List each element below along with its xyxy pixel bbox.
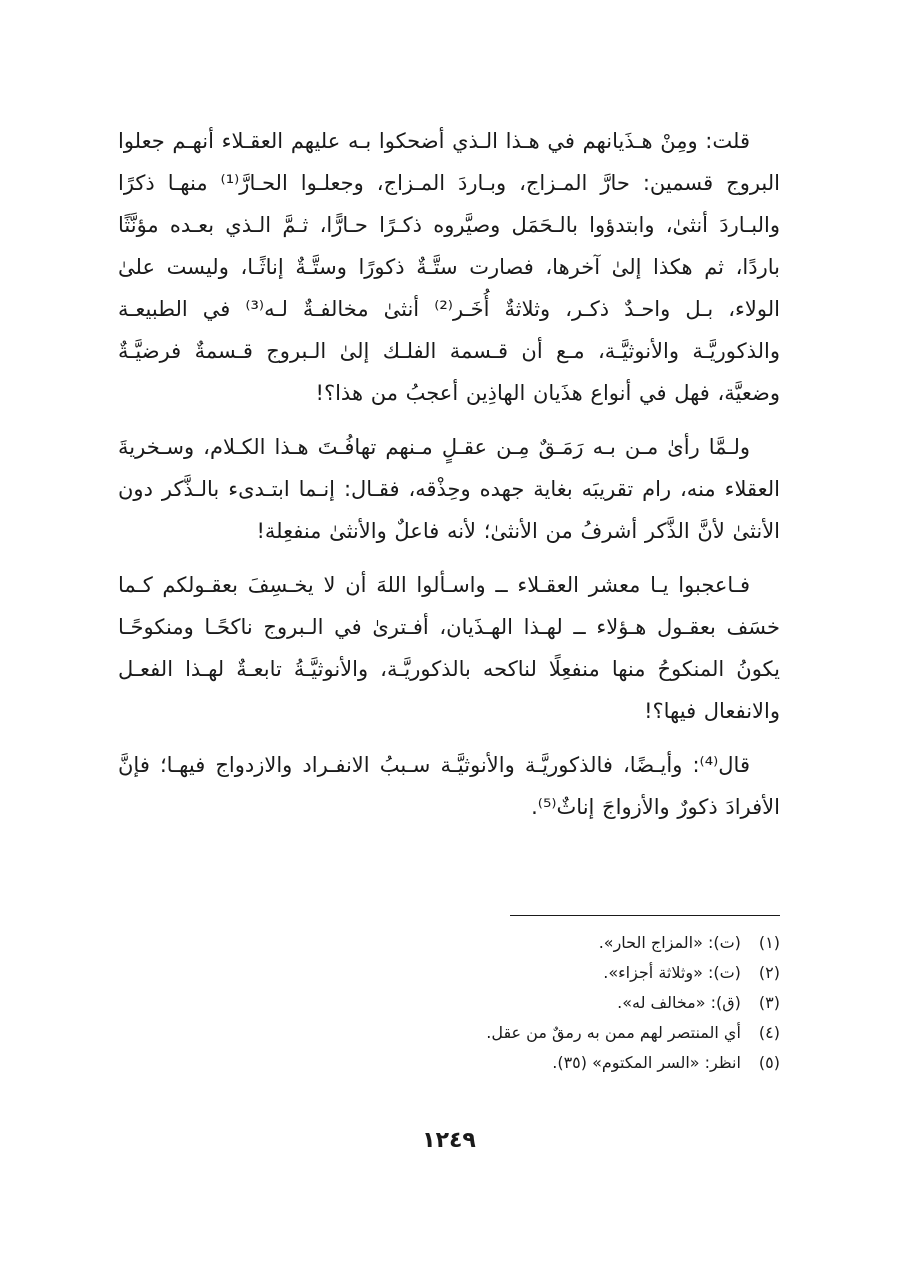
paragraph-1: قلت: ومِنْ هـذَيانهم في هـذا الـذي أضحكوا بـه عليهم العقـلاء أنهـم جعلوا البروج قسمين: حارَّ المـزاج، وبـاردَ المـزاج، وجعلـوا الحـارَّ⁽¹⁾ منهـا ذكرًا والبـاردَ أنثىٰ، وابتدؤوا بالـحَمَل وصيَّروه ذكـرًا حـارًّا، ثـمَّ الـذي بعـده مؤنَّثًا باردًا، ثم هكذا إلىٰ آخرها، فصارت ستَّـةٌ ذكورًا وستَّـةٌ إناثًـا، وليست علىٰ الولاء، بـل واحـدٌ ذكـر، وثلاثةٌ أُخَـر⁽²⁾ أنثىٰ مخالفـةٌ لـه⁽³⁾ في الطبيعـة والذكوريَّـة والأنوثيَّـة، مـع أن قـسمة الفلـك إلىٰ الـبروج قـسمةٌ فرضيَّـةٌ وضعيَّة، فهل في أنواع هذَيان الهاذِين أعجبُ من هذا؟! <box>118 129 780 405</box>
footnote-number: (٣) <box>758 993 780 1012</box>
footnote-5 <box>118 1048 780 1078</box>
document-page <box>118 120 780 1240</box>
footnotes-divider <box>510 915 780 916</box>
footnote-text: (ت): «وثلاثة أجزاء». <box>603 963 741 982</box>
footnotes-list <box>118 928 780 1078</box>
footnote-text: أي المنتصر لهم ممن به رمقٌ من عقل. <box>486 1023 741 1042</box>
footnote-1 <box>118 928 780 958</box>
footnote-number: (٢) <box>758 963 780 982</box>
footnote-3 <box>118 988 780 1018</box>
footnote-text: انظر: «السر المكتوم» (٣٥). <box>552 1053 741 1072</box>
footnote-number: (٥) <box>758 1053 780 1072</box>
footnote-4 <box>118 1018 780 1048</box>
footnote-text: (ت): «المزاج الحار». <box>598 933 741 952</box>
page-number: ١٢٤٩ <box>422 1128 476 1153</box>
footnote-2 <box>118 958 780 988</box>
paragraph-4: قال⁽⁴⁾: وأيـضًا، فالذكوريَّـة والأنوثيَّـة سـببُ الانفـراد والازدواج فيهـا؛ فإنَّ الأفرادَ ذكورٌ والأزواجَ إناثٌ⁽⁵⁾. <box>118 753 780 819</box>
paragraph-2: ولـمَّا رأىٰ مـن بـه رَمَـقٌ مِـن عقـلٍ مـنهم تهافُـتَ هـذا الكـلام، وسـخريةَ العقلاء منه، رام تقريبَه بغاية جهده وحِذْقه، فقـال: إنـما ابتـدىء بالـذَّكر دون الأنثىٰ لأنَّ الذَّكر أشرفُ من الأنثىٰ؛ لأنه فاعلٌ والأنثىٰ منفعِلة! <box>118 435 780 543</box>
footnote-text: (ق): «مخالف له». <box>617 993 741 1012</box>
footnote-number: (٤) <box>758 1023 780 1042</box>
footnote-number: (١) <box>758 933 780 952</box>
paragraph-3: فـاعجبوا يـا معشر العقـلاء ــ واسـألوا اللهَ أن لا يخـسِفَ بعقـولكم كـما خسَف بعقـول هـؤلاء ــ لهـذا الهـذَيان، أفـترىٰ في الـبروج ناكحًـا ومنكوحًـا يكونُ المنكوحُ منها منفعِلًا لناكحه بالذكوريَّـة، والأنوثيَّـةُ تابعـةٌ لهـذا الفعـل والانفعال فيها؟! <box>118 573 780 723</box>
